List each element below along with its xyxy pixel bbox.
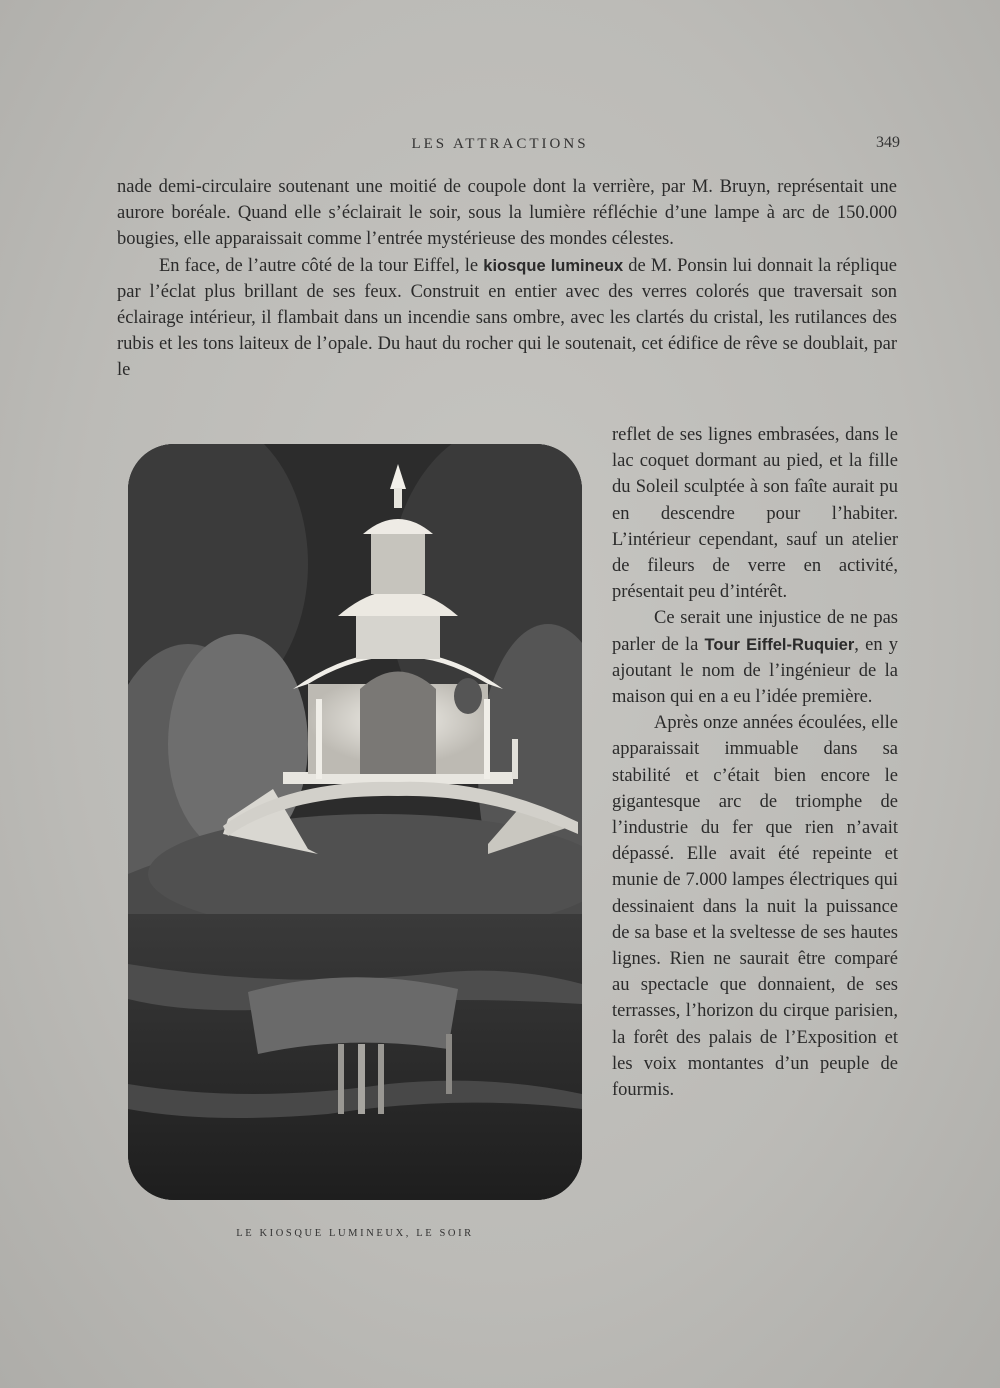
full-width-text bbox=[117, 174, 897, 384]
paragraph-3-post: , en y ajoutant le nom de l’ingénieur de la maison qui en a eu l’idée première. bbox=[612, 634, 899, 708]
paragraph-1: nade demi-circulaire soutenant une moitié de coupole dont la verrière, par M. Bruyn, représentait une aurore boréale. Quand elle s’éclairait le soir, sous la lumière réfléchie d’une lampe à arc de 150.000 bougies, elle apparaissait comme l’entrée mystérieuse des mondes célestes. bbox=[117, 177, 897, 250]
paragraph-2 bbox=[117, 253, 897, 384]
paragraph-3-pre: Ce serait une injustice de ne pas parler de la bbox=[612, 608, 898, 655]
page-number: 349 bbox=[876, 134, 900, 151]
illustration-caption: LE KIOSQUE LUMINEUX, LE SOIR bbox=[236, 1228, 474, 1239]
kiosk-illustration bbox=[128, 444, 582, 1200]
paragraph-2-continued: reflet de ses lignes embrasées, dans le lac coquet dormant au pied, et la fille du Soleil sculptée à son faîte aurait pu en descendre pour l’habiter. L’intérieur cependant, sauf un atelier de fileurs de verre en activité, présentait peu d’intérêt. bbox=[612, 425, 898, 603]
paragraph-3 bbox=[612, 605, 898, 710]
tour-eiffel-ruquier-term: Tour Eiffel-Ruquier bbox=[704, 635, 855, 654]
running-head: LES ATTRACTIONS bbox=[411, 136, 589, 152]
paragraph-2-pre: En face, de l’autre côté de la tour Eiffel, le bbox=[159, 255, 479, 276]
paragraph-2-post: de M. Ponsin lui donnait la réplique par l’éclat plus brillant de ses feux. Construit en entier avec des verres colorés que traversait son éclairage intérieur, il flambait dans un incendie sans ombre, avec les clartés du cristal, les rutilances des rubis et les tons laiteux de l’opale. Du haut du rocher qui le soutenait, cet édifice de rêve se doublait, par le bbox=[117, 255, 898, 381]
kiosque-lumineux-term: kiosque lumineux bbox=[483, 256, 624, 275]
paragraph-4: Après onze années écoulées, elle apparaissait immuable dans sa stabilité et c’était bien encore le gigantesque arc de triomphe de l’industrie du fer que rien n’avait dépassé. Elle avait été repeinte et munie de 7.000 lampes électriques qui dessinaient dans la nuit la puissance de sa base et la sveltesse de ses hautes lignes. Rien ne saurait être comparé au spectacle que donnaient, de ses terrasses, l’horizon du cirque parisien, la forêt des palais de l’Exposition et les voix montantes d’un peuple de fourmis. bbox=[612, 713, 898, 1101]
kiosk-engraving bbox=[128, 444, 582, 1200]
right-column-text bbox=[612, 422, 898, 1103]
